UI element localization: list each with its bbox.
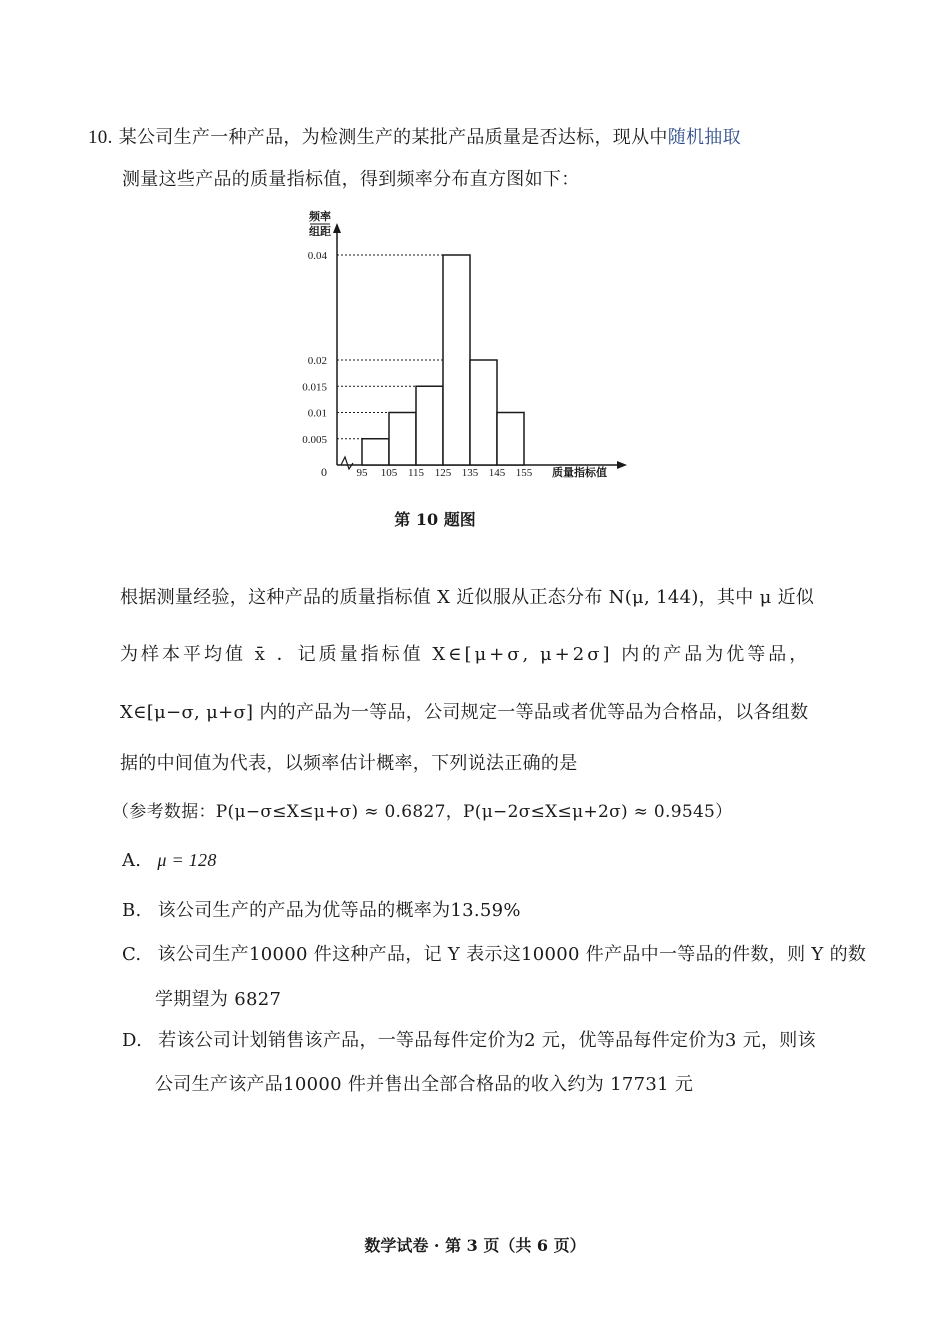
x-tick-label: 95 [356,467,368,479]
histogram-bar [362,439,389,465]
origin-label: 0 [321,465,327,479]
option-d-label: D. [122,1030,143,1051]
histogram-bar [443,255,470,465]
y-tick-label: 0.005 [302,433,327,446]
x-tick-label: 145 [488,467,506,479]
histogram-bar [470,360,497,465]
x-tick-label: 115 [407,467,425,479]
y-tick-label: 0.02 [307,355,327,367]
axis-break-mark [341,457,353,469]
x-tick-label: 105 [380,467,398,479]
option-a-label: A. [122,850,142,871]
y-tick-label: 0.01 [307,407,327,420]
page-footer: 数学试卷 · 第 3 页（共 6 页） [364,1236,586,1255]
option-a-text: μ = 128 [157,850,217,870]
histogram-bar [389,413,416,466]
x-tick-label: 135 [461,467,479,479]
y-tick-label: 0.015 [302,381,327,394]
option-c-text-cont: 学期望为 6827 [155,989,282,1010]
option-b-text: 该公司生产的产品为优等品的概率为13.59% [157,900,521,921]
histogram-chart [280,200,650,490]
y-axis-arrow [333,223,341,233]
x-axis-label: 质量指标值 [552,467,607,479]
option-b[interactable] [122,896,521,922]
option-c[interactable] [122,940,866,966]
chart-y-ticks [302,250,327,446]
question-first-line [88,123,741,149]
question-stem-1: 某公司生产一种产品，为检测生产的某批产品质量是否达标，现从中 [118,127,668,148]
figure-caption: 第 10 题图 [394,510,476,529]
option-d[interactable] [122,1026,816,1052]
option-c-label: C. [122,944,142,965]
x-tick-label: 155 [515,467,533,479]
y-axis-label-top: 频率 [309,211,331,223]
histogram-bar [497,413,524,466]
y-tick-label: 0.04 [307,250,327,262]
option-d-text-cont: 公司生产该产品10000 件并售出全部合格品的收入约为 17731 元 [155,1074,694,1095]
x-axis-arrow [617,461,627,469]
chart-x-ticks [357,467,533,479]
y-axis-label-bottom: 组距 [309,226,331,238]
question-stem-1-tail: 随机抽取 [667,127,741,148]
x-tick-label: 125 [434,467,452,479]
question-stem-2: 测量这些产品的质量指标值，得到频率分布直方图如下： [122,169,580,190]
question-number: 10. [88,127,113,148]
paragraph-1: 根据测量经验，这种产品的质量指标值 X 近似服从正态分布 N(μ, 144)，其中 μ 近似 [120,587,815,608]
paragraph-2: 为样本平均值 x̄ ．记质量指标值 X∈[μ+σ, μ+2σ] 内的产品为优等品， [120,644,811,665]
option-c-text: 该公司生产10000 件这种产品，记 Y 表示这10000 件产品中一等品的件数，则 Y 的数 [157,944,867,965]
histogram-bar [416,386,443,465]
option-a[interactable] [122,850,217,871]
paragraph-3: X∈[μ−σ, μ+σ] 内的产品为一等品，公司规定一等品或者优等品为合格品，以各组数 [120,702,809,723]
option-b-label: B. [122,900,142,921]
reference-data: （参考数据：P(μ−σ≤X≤μ+σ) ≈ 0.6827，P(μ−2σ≤X≤μ+2σ) ≈ 0.9545） [112,802,733,822]
paragraph-4: 据的中间值为代表，以频率估计概率，下列说法正确的是 [120,753,578,774]
option-d-text: 若该公司计划销售该产品，一等品每件定价为2 元，优等品每件定价为3 元，则该 [158,1030,816,1051]
